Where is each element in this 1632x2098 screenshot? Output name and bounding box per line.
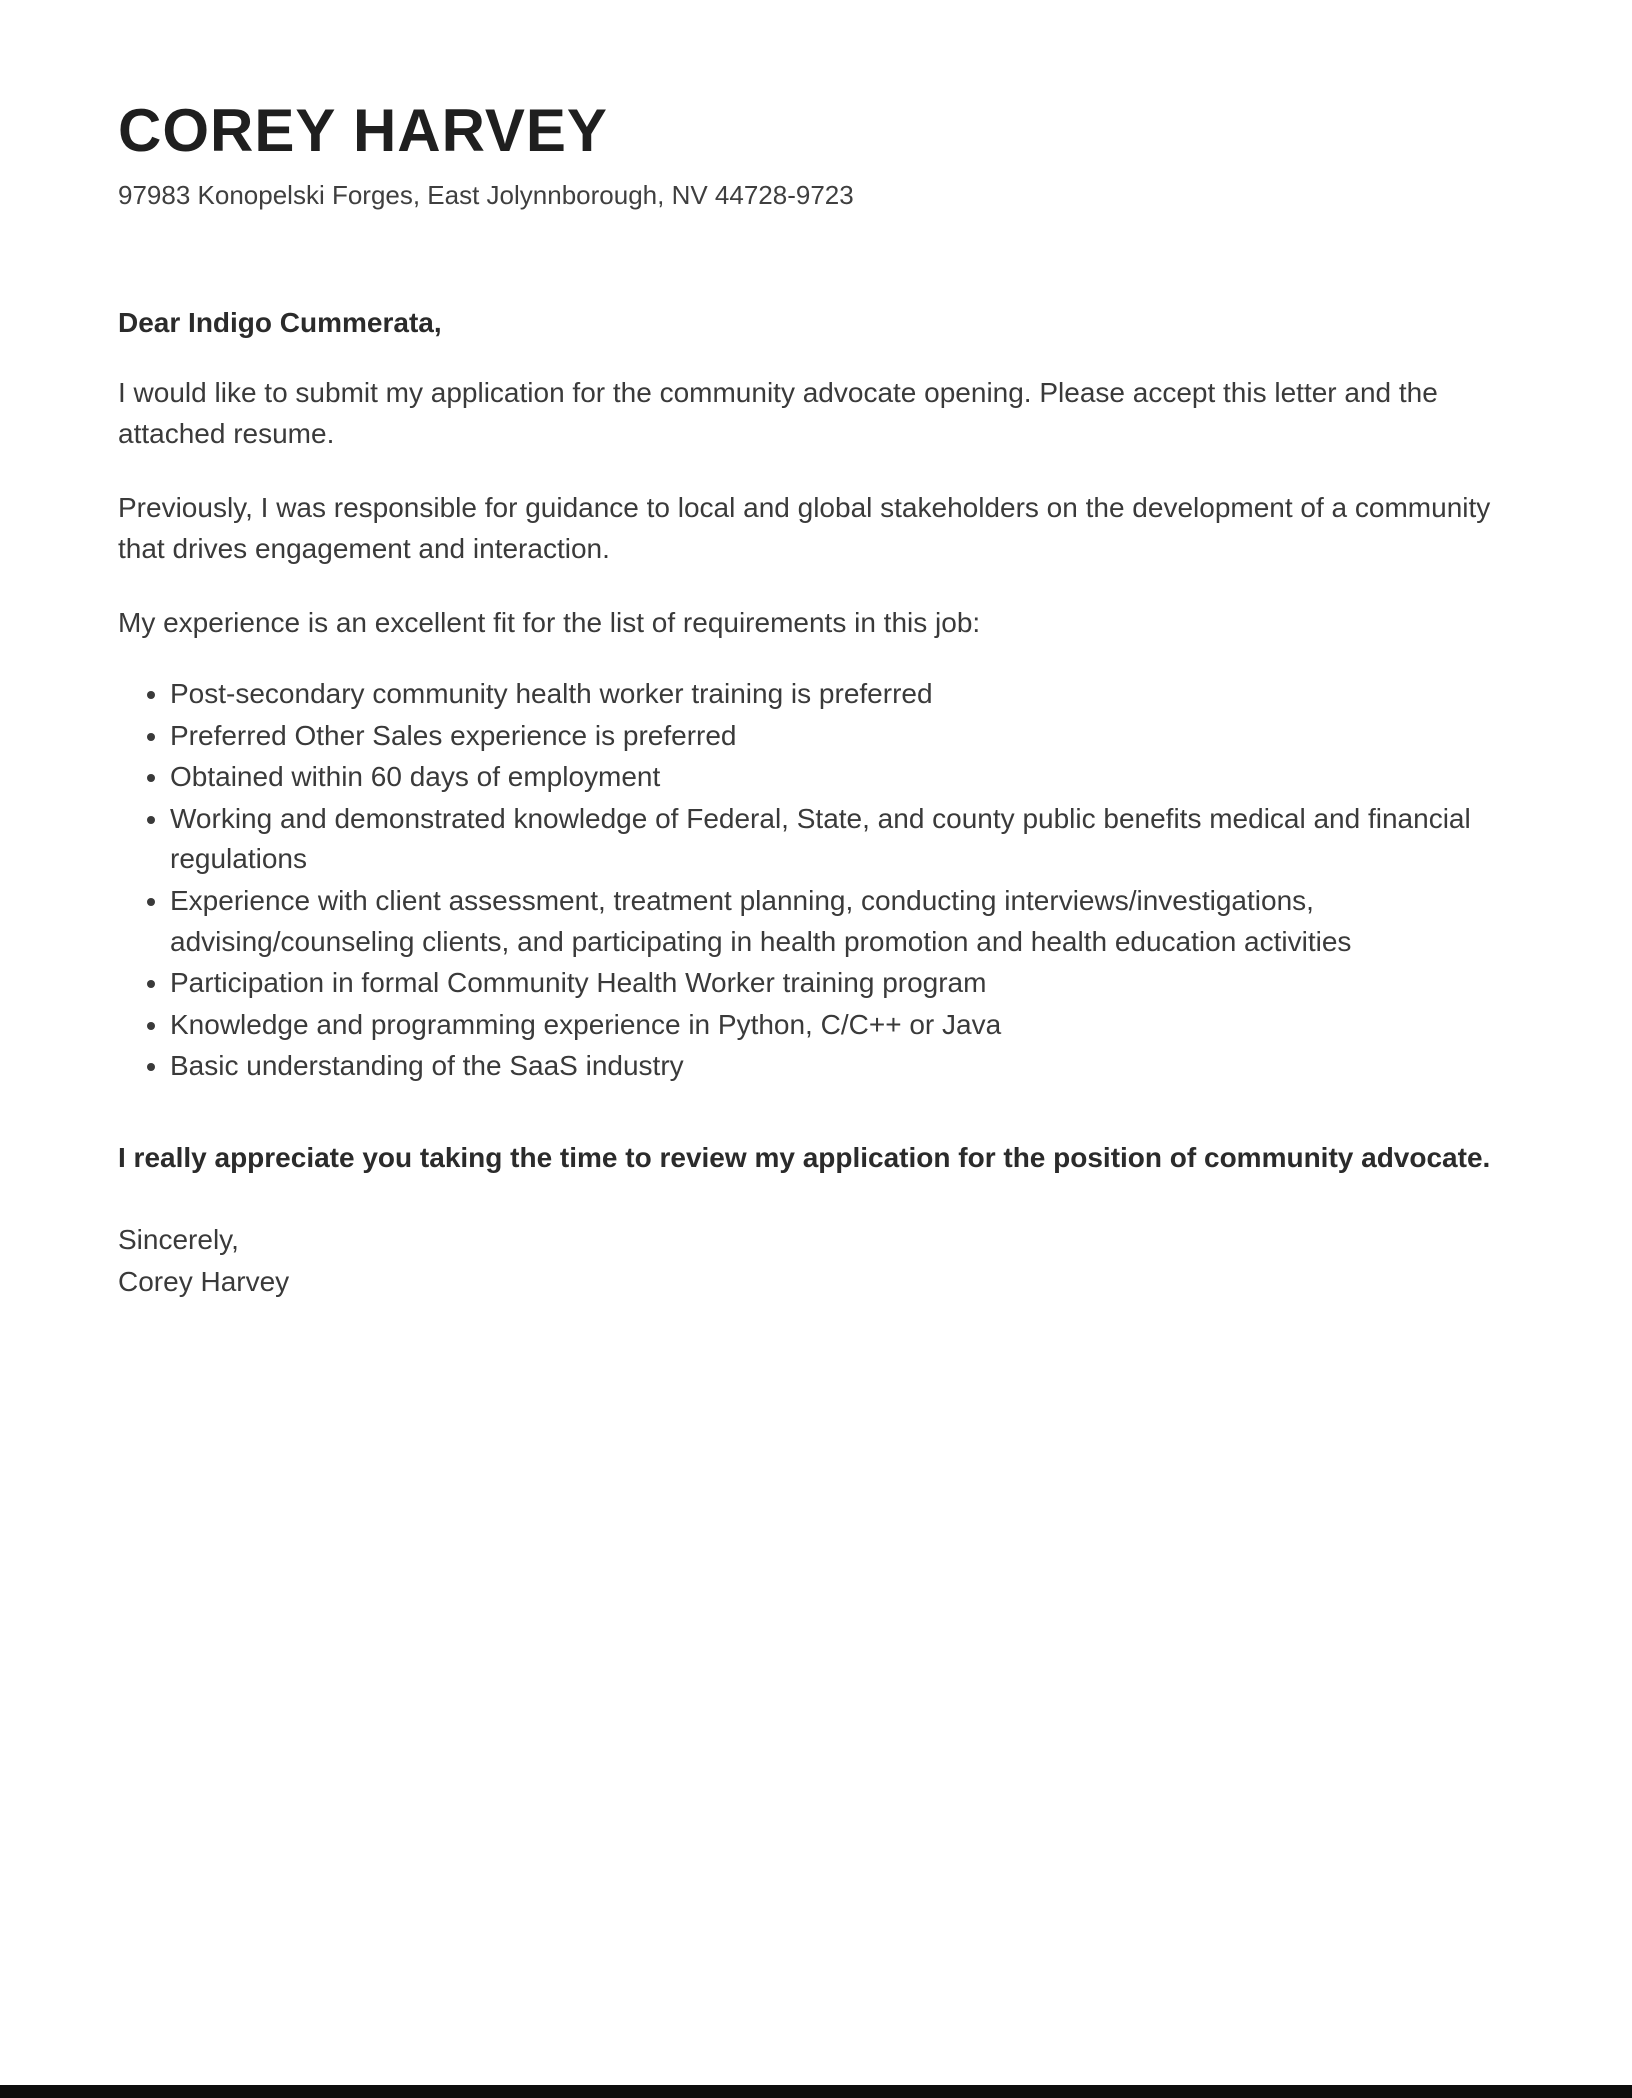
list-item: • Basic understanding of the SaaS industry [170, 1046, 1498, 1087]
list-item: • Working and demonstrated knowledge of Federal, State, and county public benefits medical and financial regulations [170, 799, 1498, 880]
list-item: • Preferred Other Sales experience is preferred [170, 716, 1498, 757]
page-title: COREY HARVEY [118, 97, 608, 164]
sender-address: 97983 Konopelski Forges, East Jolynnborough, NV 44728-9723 [118, 180, 854, 210]
list-item: • Experience with client assessment, treatment planning, conducting interviews/investigations, advising/counseling clients, and participating in health promotion and health education activities [170, 881, 1498, 962]
closing-statement: I really appreciate you taking the time to review my application for the position of community advocate. [118, 1141, 1491, 1173]
requirements-list [118, 674, 1498, 1087]
signoff: Sincerely, [118, 1223, 239, 1255]
list-item: • Participation in formal Community Health Worker training program [170, 963, 1498, 1004]
salutation: Dear Indigo Cummerata, [118, 307, 442, 338]
list-item: • Post-secondary community health worker training is preferred [170, 674, 1498, 715]
footer-bar [0, 2085, 1632, 2098]
paragraph-intro: I would like to submit my application for the community advocate opening. Please accept this letter and the attached resume. [118, 377, 1438, 449]
list-item: • Obtained within 60 days of employment [170, 757, 1498, 798]
list-item: • Knowledge and programming experience in Python, C/C++ or Java [170, 1005, 1498, 1046]
paragraph-requirements-lead: My experience is an excellent fit for the list of requirements in this job: [118, 607, 981, 639]
signature-block [118, 1219, 1514, 1303]
paragraph-experience: Previously, I was responsible for guidance to local and global stakeholders on the development of a community that drives engagement and interaction. [118, 492, 1491, 564]
signer-name: Corey Harvey [118, 1265, 290, 1297]
